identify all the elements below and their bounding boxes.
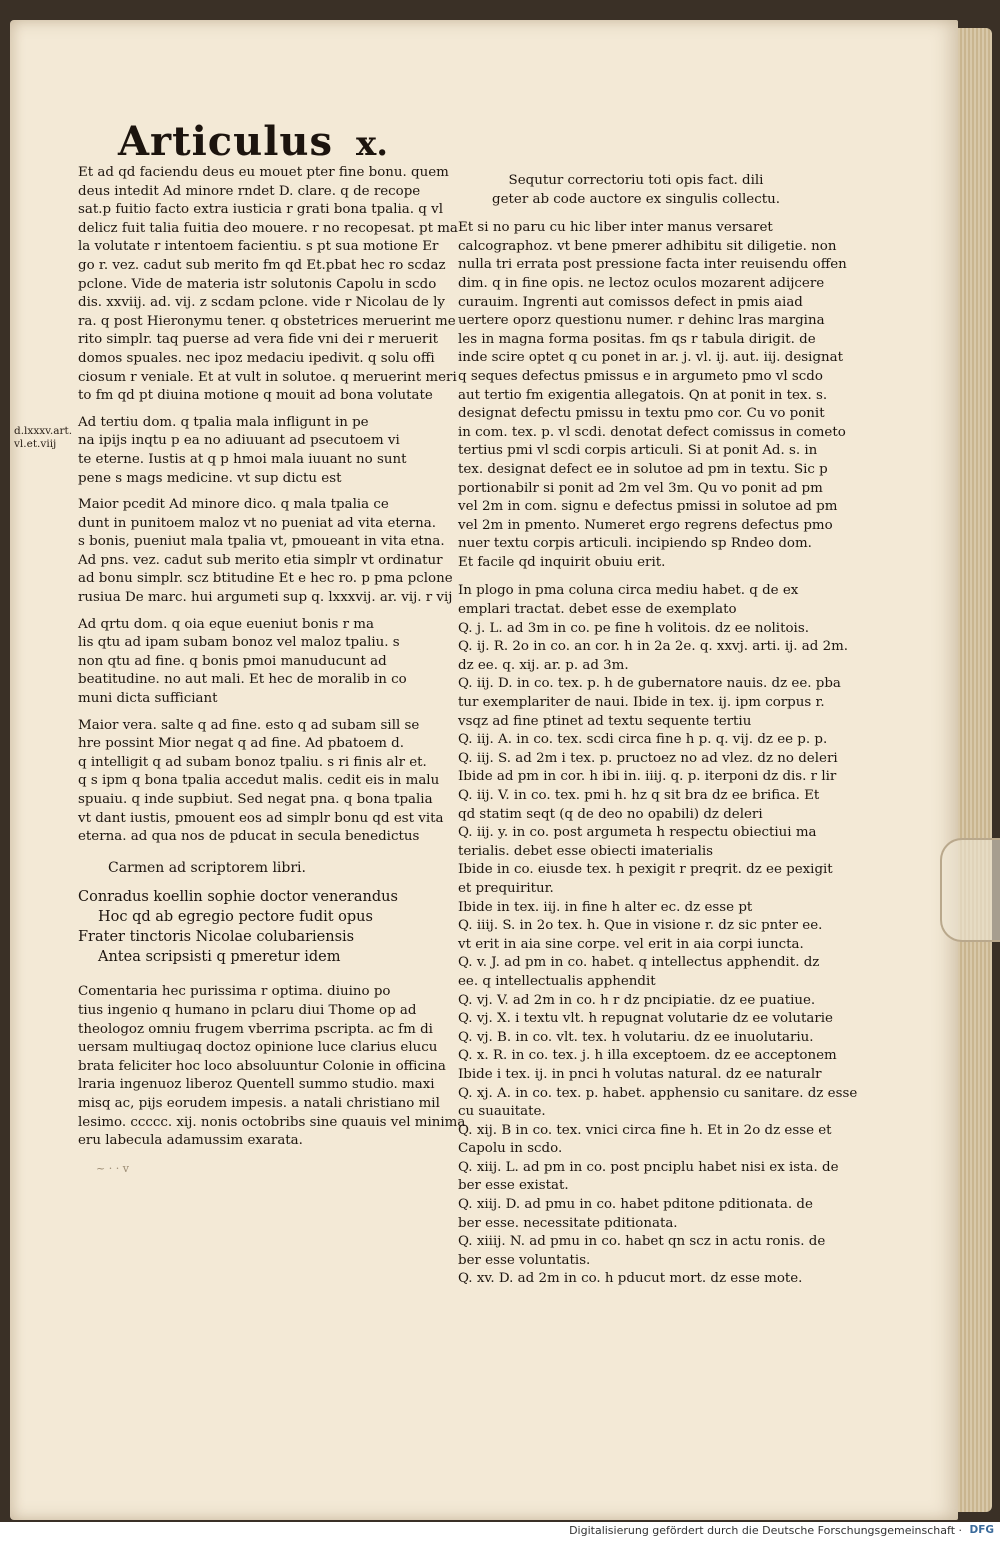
- text-line: vel 2m in com. signu e defectus pmissi in solutoe ad pm: [458, 499, 838, 515]
- heading-line: Sequtur correctoriu toti opis fact. dili: [508, 173, 764, 188]
- text-line: q s ipm q bona tpalia accedut malis. cedit eis in malu: [78, 773, 440, 789]
- text-line: s bonis, pueniut mala tpalia vt, pmoueant in vita etna.: [78, 534, 445, 550]
- poem-line: Frater tinctoris Nicolae colubariensis: [78, 929, 355, 946]
- margin-note-line: vl.et.viij: [14, 438, 57, 450]
- correction-line: ee. q intellectualis apphendit: [458, 973, 656, 989]
- text-line: dim. q in fine opis. ne lectoz oculos mozarent adijcere: [458, 275, 825, 291]
- text-line: la volutate r intentoem facientiu. s pt sua motione Er: [78, 239, 439, 255]
- text-line: tex. designat defect ee in solutoe ad pm in textu. Sic p: [458, 461, 828, 477]
- correction-line: Q. xiij. L. ad pm in co. post pnciplu habet nisi ex ista. de: [458, 1159, 839, 1175]
- correction-line: Ibide in tex. iij. in fine h alter ec. dz esse pt: [458, 899, 753, 915]
- text-line: nulla tri errata post pressione facta inter reuisendu offen: [458, 257, 847, 273]
- text-line: dunt in punitoem maloz vt no pueniat ad vita eterna.: [78, 515, 436, 531]
- correction-line: ber esse. necessitate pditionata.: [458, 1215, 678, 1231]
- page-heading: Articulus: [118, 118, 334, 165]
- correctorium-heading: [458, 172, 814, 209]
- correction-line: Q. iiij. S. in 2o tex. h. Que in visione r. dz sic pnter ee.: [458, 918, 823, 934]
- text-line: non qtu ad fine. q bonis pmoi manuducunt ad: [78, 653, 387, 669]
- text-line: uertere oporz questionu numer. r dehinc lras margina: [458, 313, 825, 329]
- page-tab-clip: [940, 838, 1000, 942]
- text-line: q seques defectus pmissus e in argumeto pmo vl scdo: [458, 368, 823, 384]
- right-column: [458, 172, 858, 1289]
- colophon-line: lraria ingenuoz liberoz Quentell summo studio. maxi: [78, 1077, 435, 1093]
- text-line: Ad tertiu dom. q tpalia mala infligunt in pe: [78, 414, 369, 430]
- text-line: sat.p fuitio facto extra iusticia r grati bona tpalia. q vl: [78, 202, 443, 218]
- poem-line: Antea scripsisti q pmeretur idem: [98, 949, 341, 966]
- article-number: x.: [356, 124, 389, 164]
- text-line: vel 2m in pmento. Numeret ergo regrens defectus pmo: [458, 517, 833, 533]
- text-line: spuaiu. q inde supbiut. Sed negat pna. q bona tpalia: [78, 792, 433, 807]
- text-line: domos spuales. nec ipoz medaciu ipedivit. q solu offi: [78, 350, 435, 366]
- poem-title: Carmen ad scriptorem libri.: [108, 859, 306, 876]
- left-column: [78, 164, 466, 1151]
- text-line: ad bonu simplr. scz btitudine Et e hec ro. p pma pclone: [78, 571, 453, 587]
- text-line: pene s mags medicine. vt sup dictu est: [78, 470, 342, 486]
- correction-line: Q. vj. X. i textu vlt. h repugnat volutarie dz ee volutarie: [458, 1011, 833, 1027]
- text-line: curauim. Ingrenti aut comissos defect in pmis aiad: [458, 294, 803, 310]
- correction-line: In plogo in pma coluna circa mediu habet. q de ex: [458, 583, 799, 599]
- text-line: to fm qd pt diuina motione q mouit ad bona volutate: [78, 388, 433, 404]
- correction-line: ber esse existat.: [458, 1178, 569, 1194]
- correction-line: emplari tractat. debet esse de exemplato: [458, 602, 737, 618]
- text-line: vt dant iustis, pmouent eos ad simplr bonu qd est vita: [78, 810, 444, 826]
- margin-note: [14, 425, 72, 451]
- correction-line: Ibide i tex. ij. in pnci h volutas natural. dz ee naturalr: [458, 1066, 822, 1082]
- correction-line: Q. vj. V. ad 2m in co. h r dz pncipiatie. dz ee puatiue.: [458, 992, 816, 1008]
- correction-line: Q. j. L. ad 3m in co. pe fine h volitois. dz ee nolitois.: [458, 620, 809, 636]
- dfg-logo: DFG: [969, 1524, 994, 1536]
- left-paragraph: [78, 717, 444, 847]
- text-line: Et facile qd inquirit obuiu erit.: [458, 554, 666, 570]
- correction-line: qd statim seqt (q de deo no opabili) dz deleri: [458, 806, 763, 822]
- correction-line: Q. iij. A. in co. tex. scdi circa fine h p. q. vij. dz ee p. p.: [458, 732, 828, 748]
- text-line: Et si no paru cu hic liber inter manus versaret: [458, 220, 773, 236]
- text-line: calcographoz. vt bene pmerer adhibitu sit diligetie. non: [458, 238, 837, 254]
- text-line: beatitudine. no aut mali. Et hec de moralib in co: [78, 672, 407, 688]
- text-line: te eterne. Iustis at q p hmoi mala iuuant no sunt: [78, 451, 407, 467]
- correction-line: Ibide ad pm in cor. h ibi in. iiij. q. p. iterponi dz dis. r lir: [458, 769, 837, 785]
- left-paragraph: [78, 616, 438, 709]
- text-line: rito simplr. taq puerse ad vera fide vni dei r meruerit: [78, 332, 438, 348]
- margin-note-line: d.lxxxv.art.: [14, 425, 73, 437]
- text-line: muni dicta sufficiant: [78, 691, 218, 707]
- text-line: nuer textu corpis articuli. incipiendo sp Rndeo dom.: [458, 536, 812, 552]
- text-line: ra. q post Hieronymu tener. q obstetrices meruerint me: [78, 313, 456, 329]
- correction-line: Ibide in co. eiusde tex. h pexigit r preqrit. dz ee pexigit: [458, 862, 833, 878]
- correction-line: cu suauitate.: [458, 1104, 546, 1120]
- colophon-line: uersam multiugaq doctoz opinione luce clarius elucu: [78, 1040, 438, 1056]
- left-paragraphs: [78, 164, 458, 847]
- text-line: go r. vez. cadut sub merito fm qd Et.pbat hec ro scdaz: [78, 257, 446, 273]
- colophon: [78, 983, 466, 1150]
- correction-line: Q. ij. R. 2o in co. an cor. h in 2a 2e. q. xxvj. arti. ij. ad 2m.: [458, 639, 849, 655]
- correction-line: vsqz ad fine ptinet ad textu sequente tertiu: [458, 713, 752, 729]
- text-line: Ad qrtu dom. q oia eque eueniut bonis r ma: [78, 616, 374, 632]
- page-edge: [958, 28, 992, 1512]
- text-line: lis qtu ad ipam subam bonoz vel maloz tpaliu. s: [78, 635, 400, 651]
- correction-line: Q. xv. D. ad 2m in co. h pducut mort. dz esse mote.: [458, 1271, 803, 1287]
- left-paragraph: [78, 164, 458, 406]
- text-line: in com. tex. p. vl scdi. denotat defect comissus in cometo: [458, 424, 846, 440]
- text-line: Maior vera. salte q ad fine. esto q ad subam sill se: [78, 717, 420, 733]
- text-line: hre possint Mior negat q ad fine. Ad pbatoem d.: [78, 736, 404, 752]
- colophon-line: theologoz omniu frugem vberrima pscripta. ac fm di: [78, 1021, 433, 1037]
- correction-line: Q. x. R. in co. tex. j. h illa exceptoem. dz ee acceptonem: [458, 1048, 837, 1064]
- correctorium-intro: [458, 219, 847, 572]
- text-line: Et ad qd faciendu deus eu mouet pter fine bonu. quem: [78, 165, 449, 180]
- text-line: q intelligit q ad subam bonoz tpaliu. s ri finis alr et.: [78, 754, 427, 770]
- correction-line: Q. iij. S. ad 2m i tex. p. pructoez no ad vlez. dz no deleri: [458, 750, 838, 766]
- colophon-line: tius ingenio q humano in pclaru diui Thome op ad: [78, 1002, 417, 1018]
- text-line: rusiua De marc. hui argumeti sup q. lxxxvij. ar. vij. r vij: [78, 590, 453, 606]
- correction-line: vt erit in aia sine corpe. vel erit in aia corpi iuncta.: [458, 936, 804, 952]
- text-line: tertius pmi vl scdi corpis articuli. Si at ponit Ad. s. in: [458, 443, 818, 459]
- text-line: Ad pns. vez. cadut sub merito etia simplr vt ordinatur: [78, 552, 443, 568]
- correction-line: et prequiritur.: [458, 880, 554, 896]
- correction-line: Q. vj. B. in co. vlt. tex. h volutariu. dz ee inuolutariu.: [458, 1029, 814, 1045]
- poem-line: Conradus koellin sophie doctor venerandus: [78, 889, 398, 906]
- text-line: dis. xxviij. ad. vij. z scdam pclone. vide r Nicolau de ly: [78, 295, 445, 311]
- correction-line: Q. xij. B in co. tex. vnici circa fine h. Et in 2o dz esse et: [458, 1122, 832, 1138]
- correction-line: Q. iij. y. in co. post argumeta h respectu obiectiui ma: [458, 825, 817, 841]
- colophon-line: brata feliciter hoc loco absoluuntur Colonie in officina: [78, 1058, 446, 1074]
- left-paragraph: [78, 414, 438, 488]
- colophon-line: Comentaria hec purissima r optima. diuino po: [78, 984, 391, 1000]
- text-line: Maior pcedit Ad minore dico. q mala tpalia ce: [78, 497, 389, 513]
- colophon-line: eru labecula adamussim exarata.: [78, 1133, 303, 1149]
- corrections-list: [458, 582, 858, 1289]
- text-line: inde scire optet q cu ponet in ar. j. vl. ij. aut. iij. designat: [458, 350, 844, 366]
- digitization-credit: Digitalisierung gefördert durch die Deutsche Forschungsgemeinschaft ·: [569, 1524, 962, 1537]
- poem-line: Hoc qd ab egregio pectore fudit opus: [98, 909, 373, 926]
- poem: [78, 859, 438, 968]
- text-line: delicz fuit talia fuitia deo mouere. r no recopesat. pt ma: [78, 220, 458, 236]
- correction-line: Q. iij. D. in co. tex. p. h de gubernatore nauis. dz ee. pba: [458, 676, 841, 692]
- colophon-line: misq ac, pijs eorudem impesis. a natali christiano mil: [78, 1095, 440, 1111]
- text-line: portionabilr si ponit ad 2m vel 3m. Qu vo ponit ad pm: [458, 480, 823, 496]
- text-line: deus intedit Ad minore rndet D. clare. q de recope: [78, 183, 421, 199]
- text-line: ciosum r veniale. Et at vult in solutoe. q meruerint meri: [78, 369, 457, 385]
- text-line: na ipijs inqtu p ea no adiuuant ad psecutoem vi: [78, 433, 400, 449]
- left-paragraph: [78, 496, 453, 608]
- correction-line: Q. xj. A. in co. tex. p. habet. apphensio cu sanitare. dz esse: [458, 1085, 858, 1101]
- text-line: designat defectu pmissu in textu pmo cor. Cu vo ponit: [458, 406, 825, 422]
- correction-line: dz ee. q. xij. ar. p. ad 3m.: [458, 657, 629, 673]
- correction-line: Capolu in scdo.: [458, 1141, 563, 1157]
- correction-line: tur exemplariter de naui. Ibide in tex. ij. ipm corpus r.: [458, 695, 825, 711]
- correction-line: ber esse voluntatis.: [458, 1252, 591, 1268]
- text-line: eterna. ad qua nos de pducat in secula benedictus: [78, 829, 420, 845]
- text-line: pclone. Vide de materia istr solutonis Capolu in scdo: [78, 276, 437, 292]
- correction-line: Q. xiiij. N. ad pmu in co. habet qn scz in actu ronis. de: [458, 1234, 826, 1250]
- text-line: aut tertio fm exigentia allegatois. Qn at ponit in tex. s.: [458, 387, 828, 403]
- correction-line: Q. v. J. ad pm in co. habet. q intellectus apphendit. dz: [458, 955, 820, 971]
- correction-line: terialis. debet esse obiecti imaterialis: [458, 843, 714, 859]
- correction-line: Q. iij. V. in co. tex. pmi h. hz q sit bra dz ee brifica. Et: [458, 788, 820, 803]
- heading-line: geter ab code auctore ex singulis collectu.: [492, 191, 780, 207]
- stray-ink-mark: ~ · · v: [96, 1162, 129, 1175]
- colophon-line: lesimo. ccccc. xij. nonis octobribs sine quauis vel minima: [78, 1114, 466, 1130]
- correction-line: Q. xiij. D. ad pmu in co. habet pditone pditionata. de: [458, 1197, 813, 1213]
- text-line: les in magna forma positas. fm qs r tabula dirigit. de: [458, 331, 816, 347]
